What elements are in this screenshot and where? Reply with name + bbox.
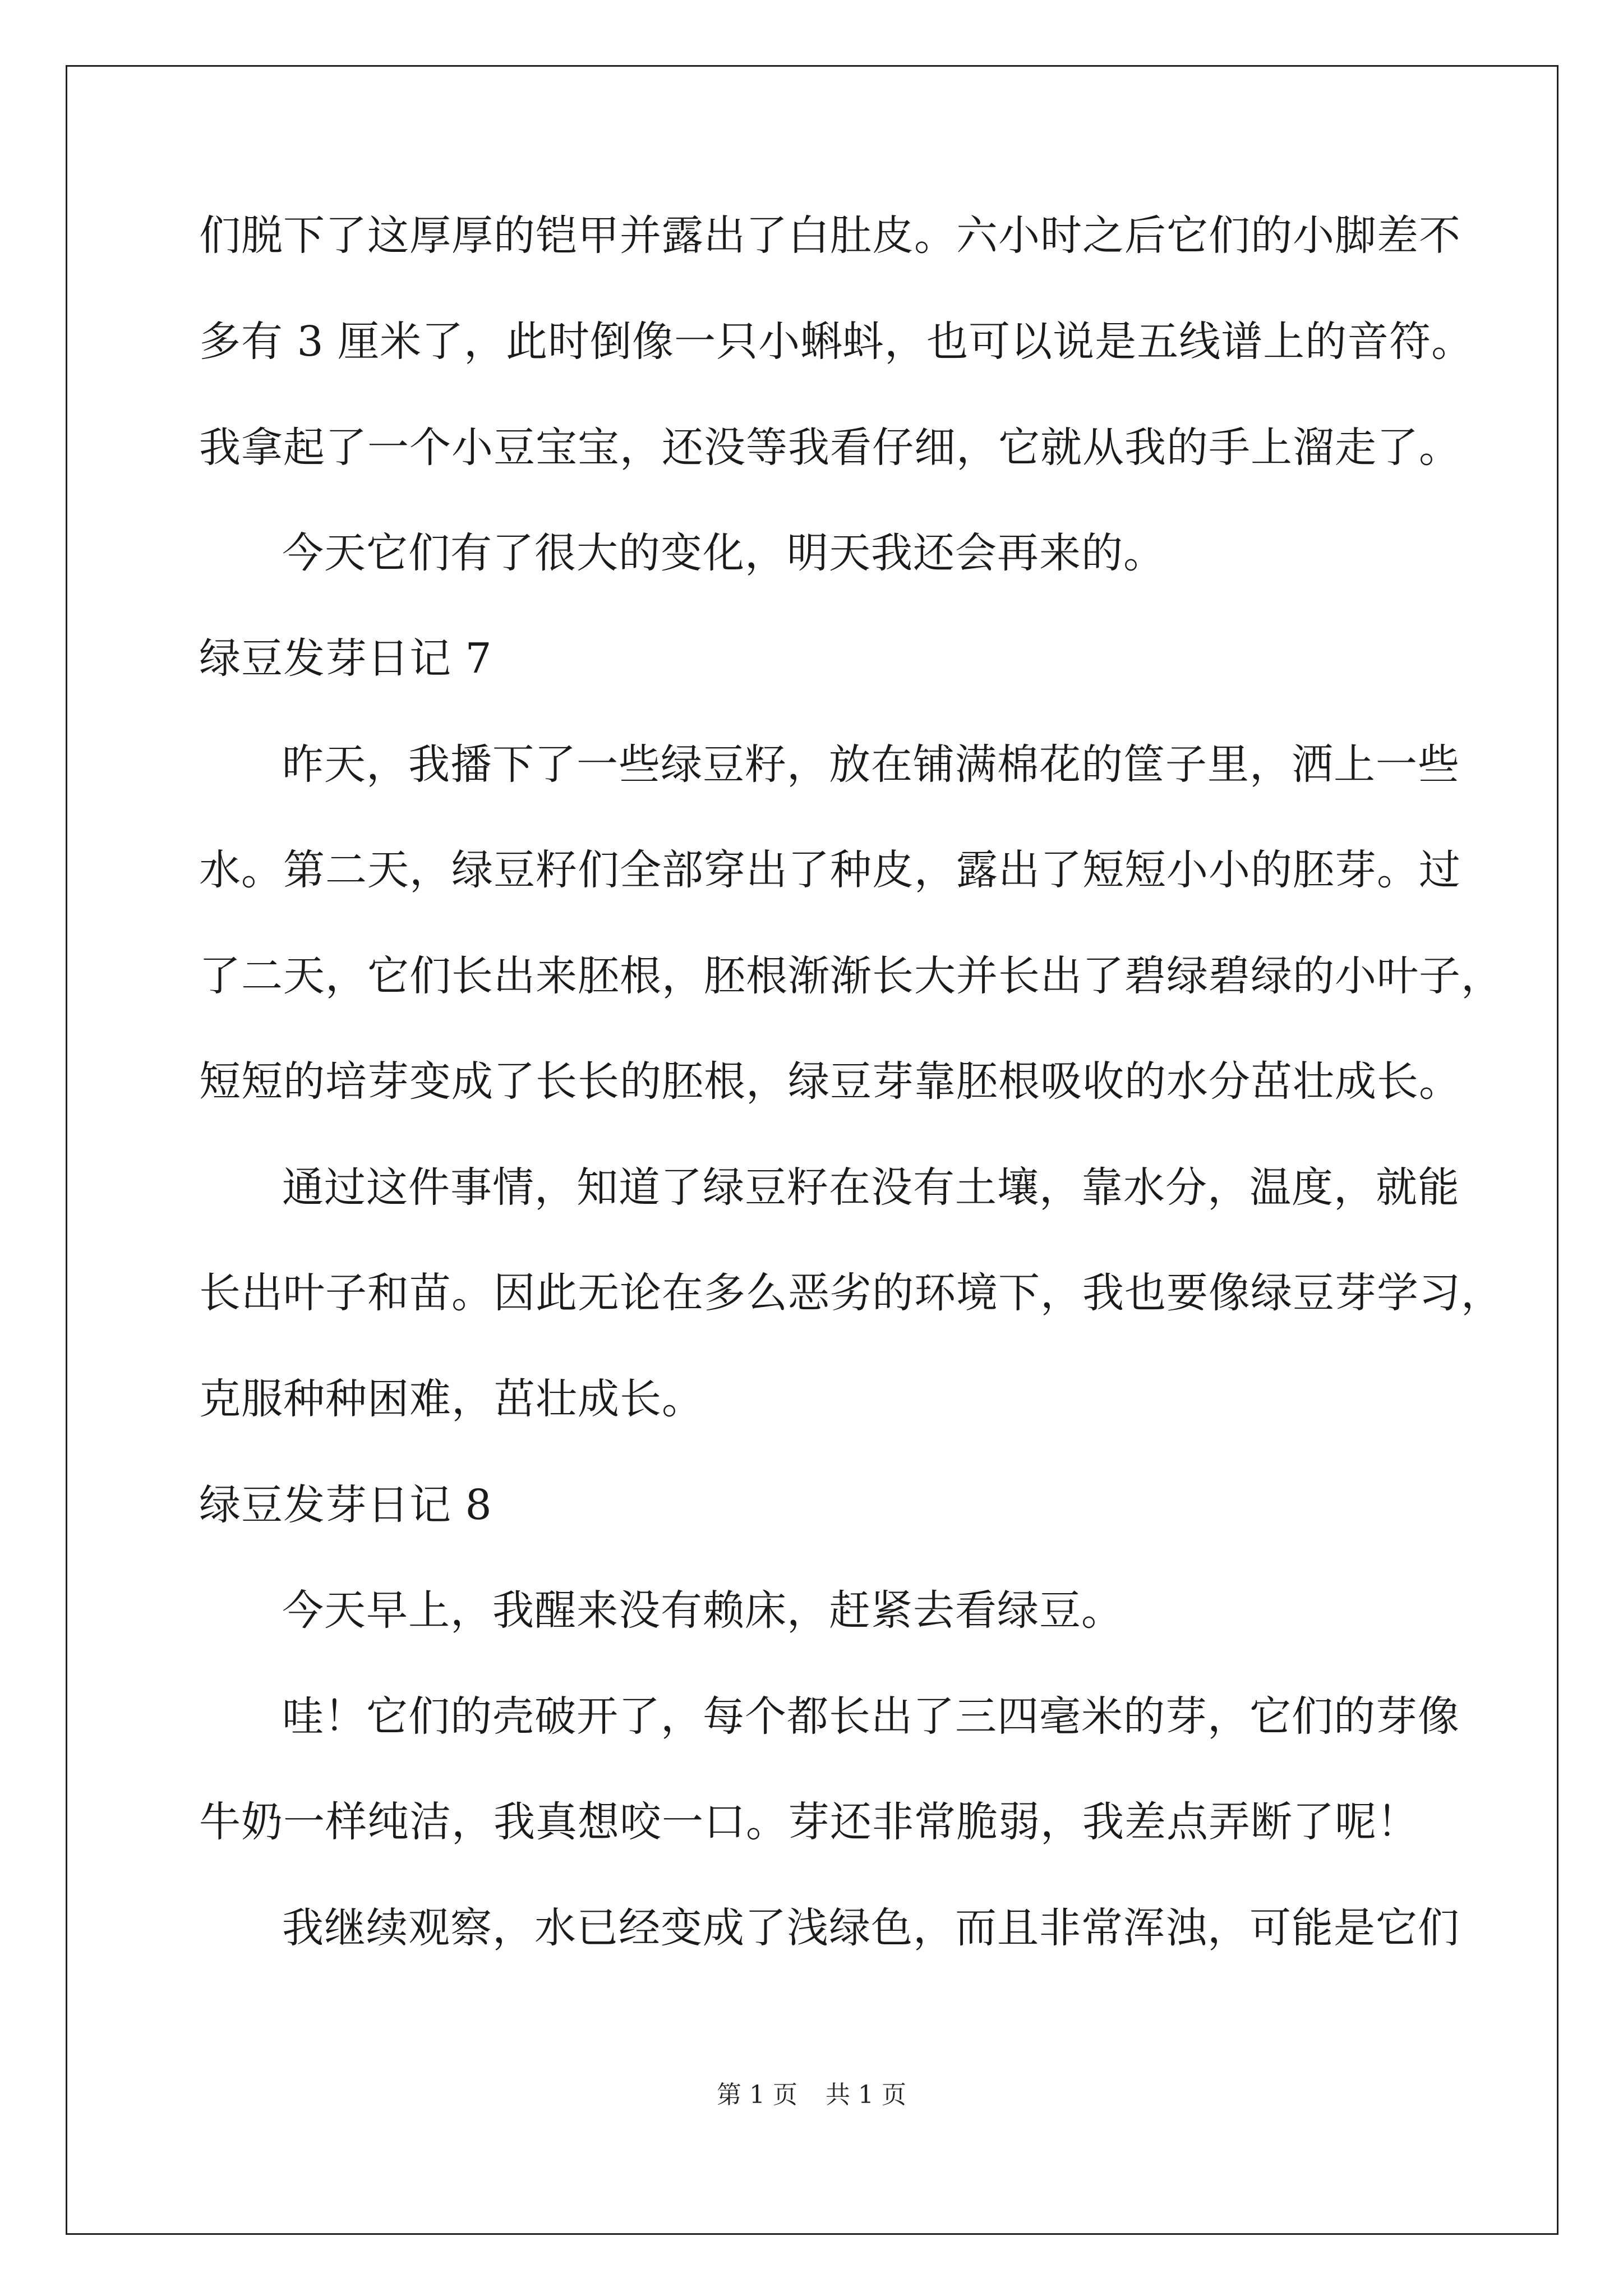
page-footer bbox=[0, 2078, 1623, 2112]
text-line: 牛奶一样纯洁，我真想咬一口。芽还非常脆弱，我差点弄断了呢！ bbox=[199, 1798, 1419, 1846]
section-heading: 绿豆发芽日记 8 bbox=[199, 1481, 492, 1529]
text-line: 哇！它们的壳破开了，每个都长出了三四毫米的芽，它们的芽像 bbox=[282, 1692, 1460, 1741]
text-line: 水。第二天，绿豆籽们全部穿出了种皮，露出了短短小小的胚芽。过 bbox=[199, 846, 1461, 894]
section-heading: 绿豆发芽日记 7 bbox=[199, 634, 492, 683]
text-line: 今天早上，我醒来没有赖床，赶紧去看绿豆。 bbox=[282, 1586, 1123, 1635]
text-line: 多有 3 厘米了，此时倒像一只小蝌蚪，也可以说是五线谱上的音符。 bbox=[199, 318, 1474, 366]
text-line: 今天它们有了很大的变化，明天我还会再来的。 bbox=[282, 529, 1165, 577]
page-number: 第 1 页 bbox=[717, 2081, 797, 2109]
text-line: 昨天，我播下了一些绿豆籽，放在铺满棉花的筐子里，洒上一些 bbox=[282, 740, 1460, 789]
page-total: 共 1 页 bbox=[826, 2081, 906, 2109]
text-line: 通过这件事情，知道了绿豆籽在没有土壤，靠水分，温度，就能 bbox=[282, 1163, 1460, 1212]
text-line: 我继续观察，水已经变成了浅绿色，而且非常浑浊，可能是它们 bbox=[282, 1904, 1460, 1952]
text-line: 们脱下了这厚厚的铠甲并露出了白肚皮。六小时之后它们的小脚差不 bbox=[199, 211, 1461, 260]
text-line: 克服种种困难，茁壮成长。 bbox=[199, 1375, 704, 1423]
text-line: 了二天，它们长出来胚根，胚根渐渐长大并长出了碧绿碧绿的小叶子， bbox=[199, 952, 1503, 1000]
text-line: 短短的培芽变成了长长的胚根，绿豆芽靠胚根吸收的水分茁壮成长。 bbox=[199, 1057, 1461, 1106]
text-line: 我拿起了一个小豆宝宝，还没等我看仔细，它就从我的手上溜走了。 bbox=[199, 424, 1461, 472]
text-line: 长出叶子和苗。因此无论在多么恶劣的环境下，我也要像绿豆芽学习， bbox=[199, 1269, 1503, 1317]
